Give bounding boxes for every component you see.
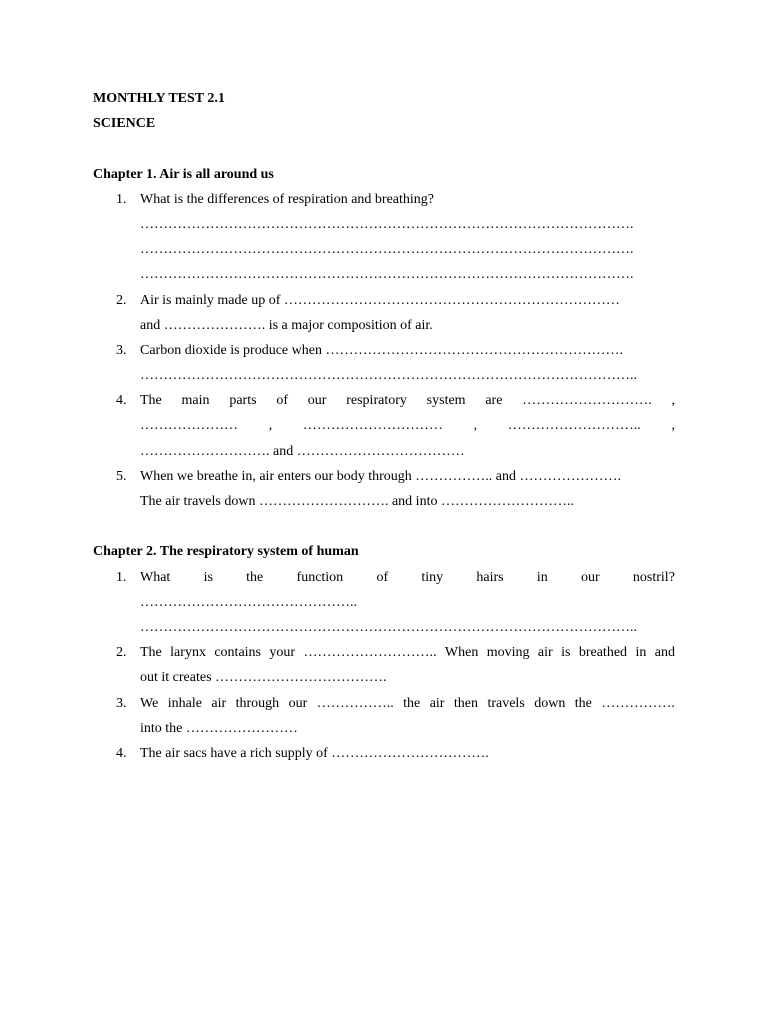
word: parts xyxy=(229,393,257,409)
ch1-question-5 xyxy=(93,464,675,514)
word: We xyxy=(140,695,159,711)
word: The xyxy=(140,645,162,661)
word: , xyxy=(268,418,273,434)
question-line: Carbon dioxide is produce when ………………………………………………………. xyxy=(140,342,623,358)
word: air xyxy=(537,645,553,661)
word: down xyxy=(534,695,566,711)
word: in xyxy=(635,645,647,661)
question-number: 2. xyxy=(116,292,127,308)
word: ………………………… xyxy=(302,418,443,434)
word: and xyxy=(654,645,675,661)
question-text: What is the differences of respiration and breathing? xyxy=(140,191,435,207)
word: …………….. xyxy=(316,695,394,711)
word: of xyxy=(276,393,288,409)
question-line: When we breathe in, air enters our body through …………….. and …………………. xyxy=(140,468,621,484)
word: is xyxy=(203,569,213,585)
word: our xyxy=(288,695,308,711)
answer-blank[interactable]: ……………………………………………………………………………………………. xyxy=(140,267,634,283)
question-number: 2. xyxy=(116,645,127,661)
ch2-question-3 xyxy=(93,691,675,741)
ch1-question-1 xyxy=(93,187,675,288)
word: respiratory xyxy=(346,393,407,409)
question-number: 4. xyxy=(116,393,127,409)
ch2-question-2 xyxy=(93,640,675,690)
word: the xyxy=(246,569,264,585)
question-line: Air is mainly made up of ……………………………………………………………… xyxy=(140,292,620,308)
word: moving xyxy=(486,645,530,661)
word: then xyxy=(453,695,479,711)
word: of xyxy=(376,569,389,585)
question-line: into the …………………… xyxy=(140,720,298,736)
word: system xyxy=(426,393,466,409)
word: inhale xyxy=(167,695,202,711)
word: ………………………. xyxy=(522,393,652,409)
word: When xyxy=(444,645,479,661)
word: tiny xyxy=(421,569,444,585)
ch1-question-2 xyxy=(93,288,675,338)
question-line: and …………………. is a major composition of air. xyxy=(140,317,433,333)
word: What xyxy=(140,569,171,585)
word: ……………………….. xyxy=(303,645,437,661)
word: , xyxy=(671,418,675,434)
word: travels xyxy=(487,695,525,711)
question-line: out it creates ………………………………. xyxy=(140,670,387,686)
question-number: 1. xyxy=(116,191,127,207)
word: air xyxy=(211,695,227,711)
test-sheet xyxy=(93,86,675,766)
answer-blank[interactable]: ……………………………………………………………………………………………. xyxy=(140,242,634,258)
ch2-question-4 xyxy=(93,741,675,766)
ch1-question-3 xyxy=(93,338,675,388)
question-number: 4. xyxy=(116,745,127,761)
question-number: 3. xyxy=(116,695,127,711)
word: air xyxy=(429,695,445,711)
subject-title: SCIENCE xyxy=(93,116,156,132)
word: , xyxy=(671,393,675,409)
word: through xyxy=(235,695,280,711)
word: larynx xyxy=(170,645,206,661)
chapter-2-heading: Chapter 2. The respiratory system of human xyxy=(93,544,359,560)
test-title: MONTHLY TEST 2.1 xyxy=(93,91,225,106)
ch1-question-4 xyxy=(93,388,675,464)
word: in xyxy=(536,569,548,585)
word: contains xyxy=(214,645,261,661)
word: main xyxy=(181,393,210,409)
word: ………………… xyxy=(140,418,238,434)
word: our xyxy=(581,569,600,585)
question-number: 1. xyxy=(116,569,127,585)
word: hairs xyxy=(476,569,504,585)
ch2-question-1 xyxy=(93,565,675,641)
word: are xyxy=(485,393,503,409)
chapter-1-heading: Chapter 1. Air is all around us xyxy=(93,166,274,182)
answer-blank[interactable]: ……………………………………………………………………………………………. xyxy=(140,216,634,232)
question-number: 3. xyxy=(116,342,127,358)
word: nostril? xyxy=(632,569,675,585)
question-line: ………………………. and ……………………………… xyxy=(140,443,465,459)
question-line-justified xyxy=(140,565,675,590)
word: ……………………….. xyxy=(507,418,641,434)
word: , xyxy=(473,418,478,434)
question-line-justified xyxy=(140,413,675,438)
question-number: 5. xyxy=(116,468,127,484)
word: your xyxy=(269,645,296,661)
word: The xyxy=(140,393,162,409)
question-line: The air sacs have a rich supply of ……………………………. xyxy=(140,745,489,761)
word: the xyxy=(574,695,592,711)
word: ……………. xyxy=(601,695,675,711)
word: the xyxy=(403,695,421,711)
word: function xyxy=(296,569,344,585)
question-line: The air travels down ………………………. and into ……………………….. xyxy=(140,494,574,509)
answer-blank[interactable]: …………………………………………………………………………………………….. xyxy=(140,368,637,384)
word: is xyxy=(561,645,571,661)
answer-blank[interactable]: ……………………………………….. xyxy=(140,594,357,610)
question-line-justified xyxy=(140,388,675,413)
answer-blank[interactable]: …………………………………………………………………………………………….. xyxy=(140,619,637,635)
question-line-justified xyxy=(140,640,675,665)
question-line-justified xyxy=(140,691,675,716)
word: breathed xyxy=(578,645,628,661)
word: our xyxy=(307,393,327,409)
